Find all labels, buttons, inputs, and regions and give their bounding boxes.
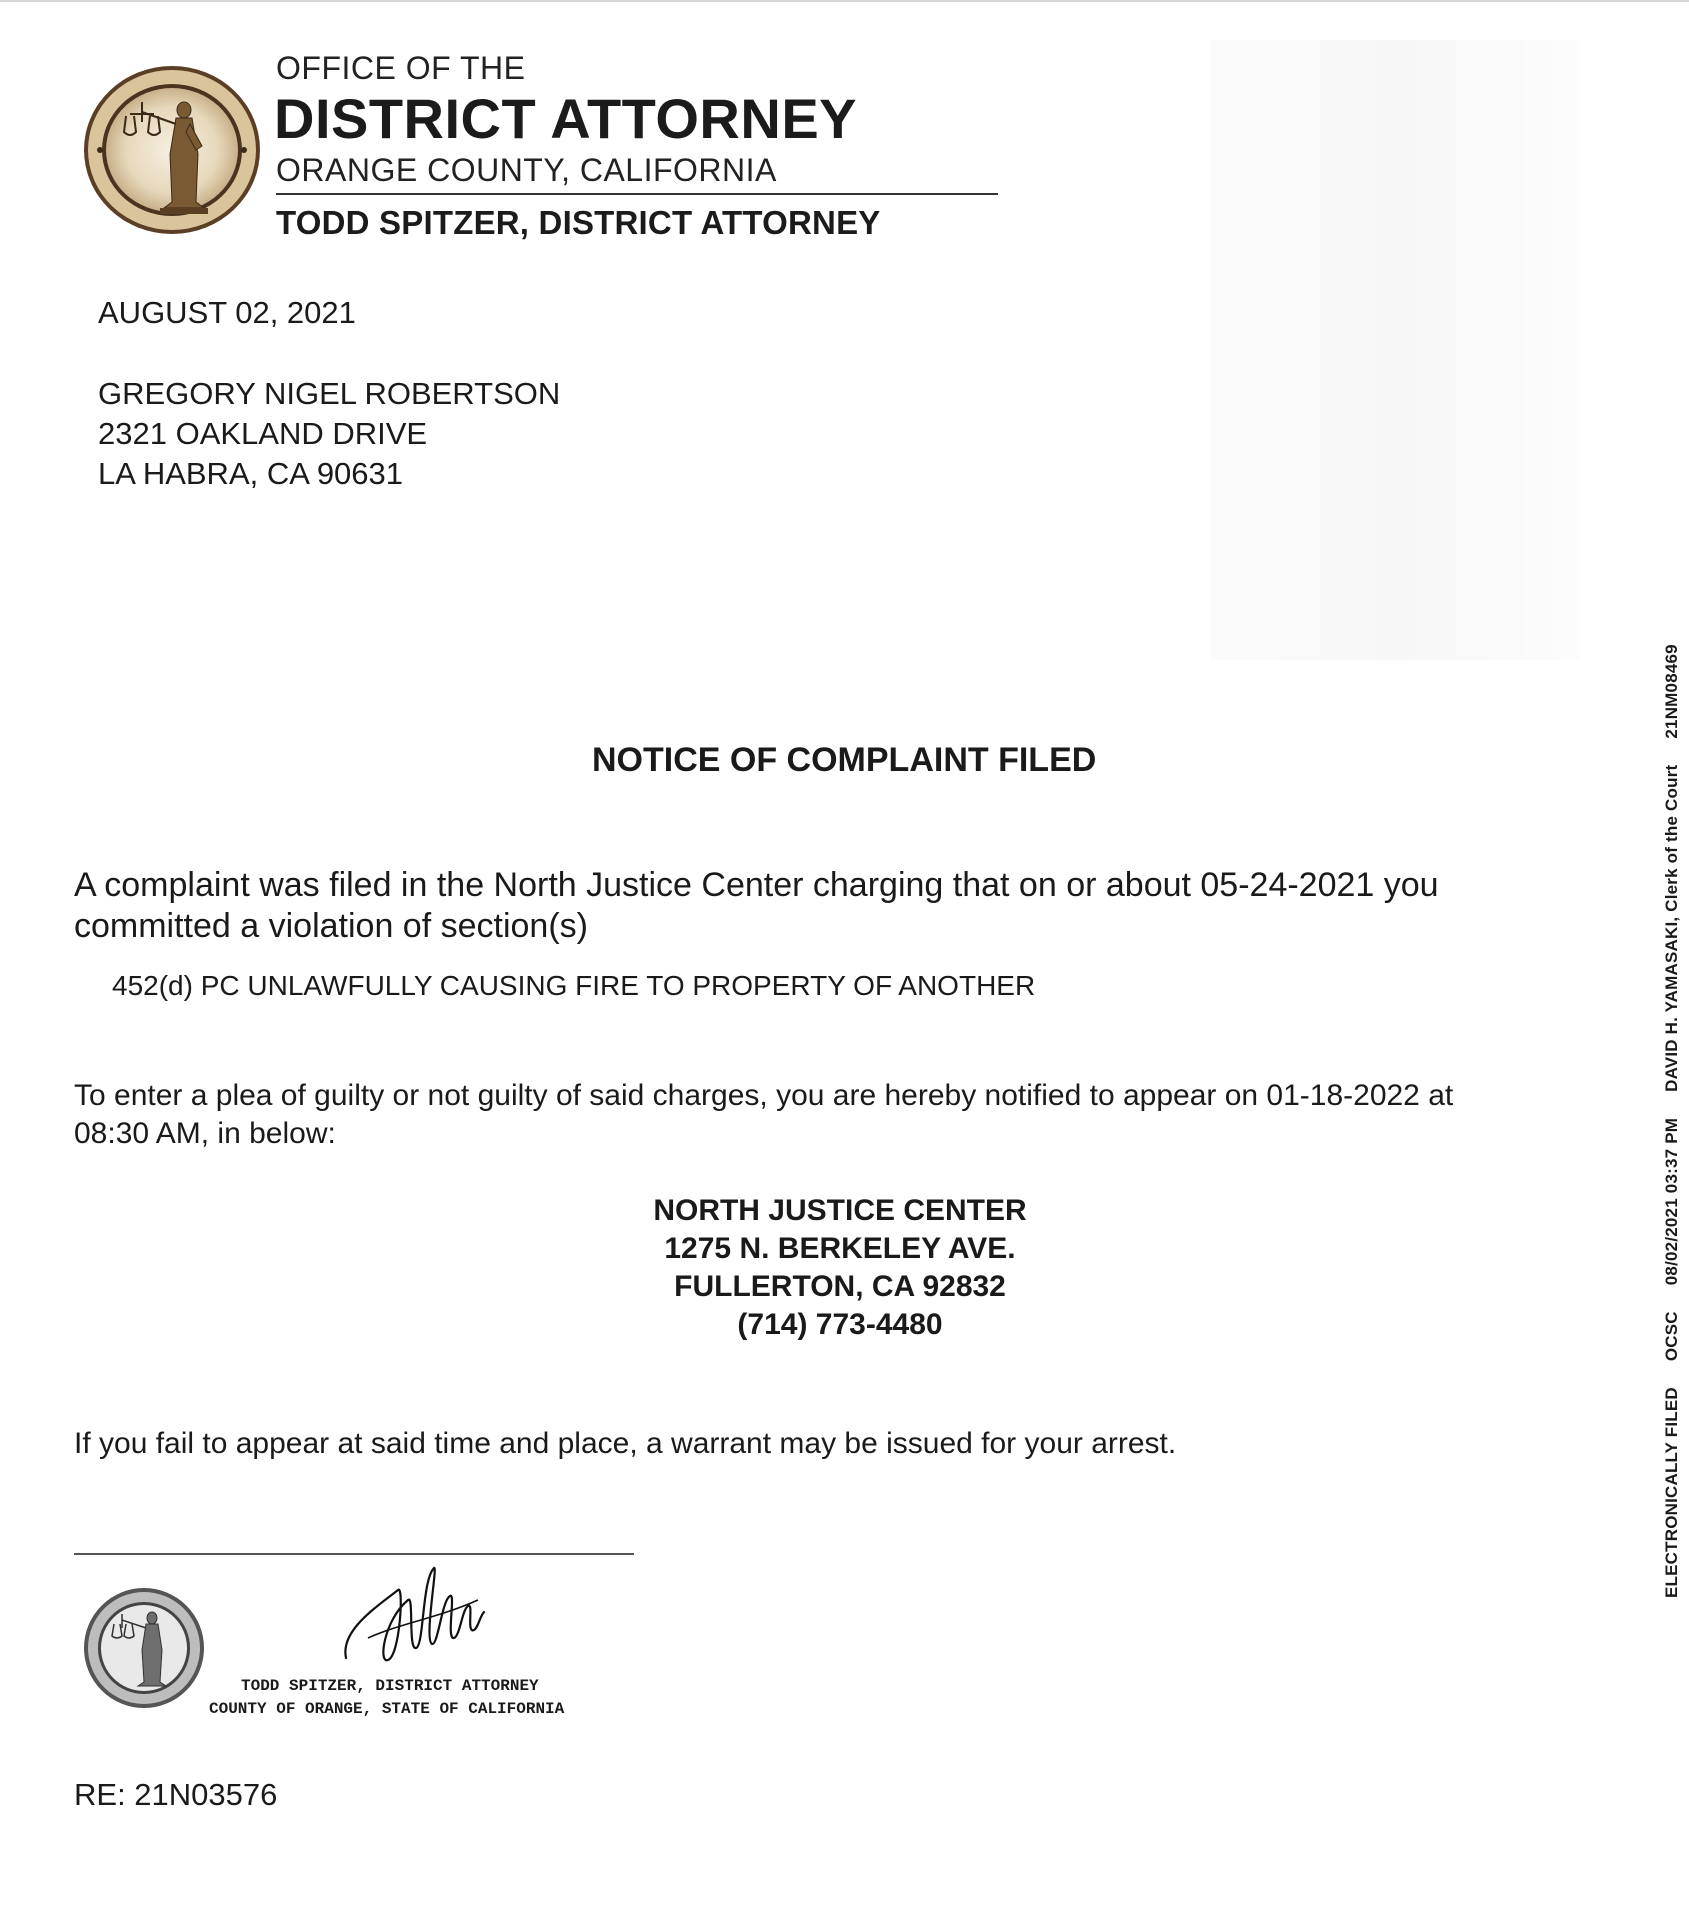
court-city: FULLERTON, CA 92832 — [674, 1270, 1006, 1303]
page-top-edge — [0, 0, 1689, 2]
notice-title: NOTICE OF COMPLAINT FILED — [592, 741, 1097, 779]
letterhead-da-name: TODD SPITZER, DISTRICT ATTORNEY — [276, 204, 881, 241]
district-attorney-seal — [80, 62, 264, 238]
complaint-paragraph-line2: committed a violation of section(s) — [74, 907, 588, 945]
handwritten-signature — [338, 1560, 488, 1666]
complaint-paragraph-line1: A complaint was filed in the North Justice Center charging that on or about 05-24-2021 you — [74, 866, 1439, 904]
warrant-warning: If you fail to appear at said time and place, a warrant may be issued for your arrest. — [74, 1427, 1177, 1460]
recipient-city-state-zip: LA HABRA, CA 90631 — [98, 456, 404, 491]
signature-name-line: TODD SPITZER, DISTRICT ATTORNEY — [241, 1677, 539, 1695]
letterhead-county: ORANGE COUNTY, CALIFORNIA — [276, 152, 777, 188]
filing-status: ELECTRONICALLY FILED — [1662, 1387, 1681, 1598]
filing-court-code: OCSC — [1662, 1311, 1681, 1362]
district-attorney-seal-small — [82, 1586, 206, 1710]
signature-county-line: COUNTY OF ORANGE, STATE OF CALIFORNIA — [209, 1700, 565, 1718]
court-address-block — [540, 1192, 1140, 1344]
signature-line — [74, 1553, 634, 1555]
court-street: 1275 N. BERKELEY AVE. — [664, 1232, 1016, 1265]
filing-clerk: DAVID H. YAMASAKI, Clerk of the Court — [1662, 764, 1681, 1092]
recipient-name: GREGORY NIGEL ROBERTSON — [98, 376, 561, 411]
letterhead-district-attorney: DISTRICT ATTORNEY — [274, 87, 858, 150]
letter-date: AUGUST 02, 2021 — [98, 295, 356, 330]
appearance-paragraph-line1: To enter a plea of guilty or not guilty of said charges, you are hereby notified to appear on 01-18-2022 at — [74, 1079, 1454, 1112]
electronic-filing-stamp — [1662, 644, 1682, 1598]
bleed-through-shadow — [1210, 40, 1580, 660]
charge-section: 452(d) PC UNLAWFULLY CAUSING FIRE TO PROPERTY OF ANOTHER — [112, 970, 1036, 1001]
appearance-paragraph-line2: 08:30 AM, in below: — [74, 1117, 336, 1150]
letterhead-divider — [276, 193, 998, 195]
court-phone: (714) 773-4480 — [737, 1308, 943, 1341]
filing-case-number: 21NM08469 — [1662, 644, 1681, 739]
court-name: NORTH JUSTICE CENTER — [653, 1194, 1027, 1227]
recipient-street: 2321 OAKLAND DRIVE — [98, 416, 428, 451]
case-reference: RE: 21N03576 — [74, 1777, 278, 1812]
filing-timestamp: 08/02/2021 03:37 PM — [1662, 1117, 1681, 1286]
letterhead-office-of-the: OFFICE OF THE — [276, 50, 526, 86]
